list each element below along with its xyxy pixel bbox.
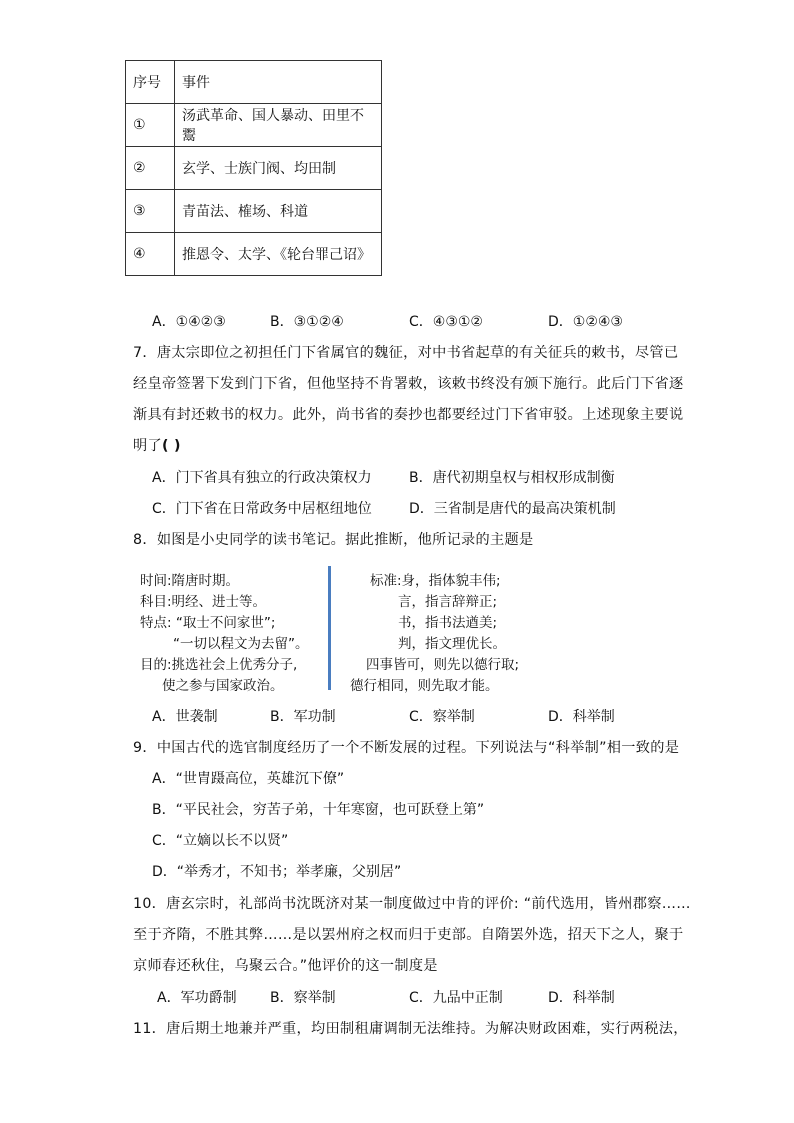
q8-option-d: D．科举制 — [548, 709, 615, 725]
q10-option-a: A．军功爵制 — [157, 990, 237, 1006]
q7-option-a: A．门下省具有独立的行政决策权力 — [152, 470, 372, 486]
q11-stem-line: 11．唐后期土地兼并严重，均田制租庸调制无法维持。为解决财政困难，实行两税法， — [133, 1021, 688, 1037]
table-cell: 汤武革命、国人暴动、田里不鬻 — [175, 104, 382, 147]
q7-stem-end: 明了 — [133, 438, 162, 454]
q8-option-a: A．世袭制 — [152, 709, 218, 725]
table-header-cell: 事件 — [175, 61, 382, 104]
q10-stem-line: 10．唐玄宗时，礼部尚书沈既济对某一制度做过中肯的评价: “前代选用，皆州郡察…… — [133, 896, 691, 912]
q7-stem-line — [133, 435, 181, 455]
q10-option-c: C．九品中正制 — [409, 990, 503, 1006]
note-right-line: 书，指书法遒美; — [398, 615, 498, 631]
note-right-line: 言，指言辞辩正; — [398, 594, 498, 610]
q9-option-a: A．“世胄蹑高位，英雄沉下僚” — [152, 771, 345, 787]
table-cell: ① — [126, 104, 175, 147]
table-cell: ③ — [126, 190, 175, 233]
q10-stem-line: 京师春还秋住，乌聚云合。”他评价的这一制度是 — [133, 958, 438, 974]
note-left-line: 科目:明经、进士等。 — [140, 594, 267, 610]
q8-option-c: C．察举制 — [409, 709, 475, 725]
q7-option-c: C．门下省在日常政务中居枢纽地位 — [152, 501, 372, 517]
q10-stem-line: 至于齐隋，不胜其弊……是以罢州府之权而归于吏部。自隋罢外选，招天下之人，聚于 — [133, 927, 684, 943]
q10-option-b: B．察举制 — [270, 990, 336, 1006]
note-left-line: 使之参与国家政治。 — [162, 678, 284, 694]
q9-option-c: C．“立嫡以长不以贤” — [152, 833, 289, 849]
q6-option-b: B．③①②④ — [270, 314, 344, 330]
table-row — [126, 233, 382, 276]
q8-stem: 8．如图是小史同学的读书笔记。据此推断，他所记录的主题是 — [133, 532, 534, 548]
q6-option-a: A．①④②③ — [152, 314, 226, 330]
q6-option-d: D．①②④③ — [548, 314, 623, 330]
note-right-line: 四事皆可，则先以德行取; — [366, 657, 520, 673]
q9-option-d: D．“举秀才，不知书；举孝廉，父别居” — [152, 864, 402, 880]
q6-option-c: C．④③①② — [409, 314, 483, 330]
table-cell: 玄学、士族门阀、均田制 — [175, 147, 382, 190]
table-cell: 推恩令、太学、《轮台罪己诏》 — [175, 233, 382, 276]
table-row — [126, 104, 382, 147]
note-right-line: 判，指文理优长。 — [398, 636, 506, 652]
note-left-line: 特点: “取士不问家世”; — [140, 615, 276, 631]
q7-option-b: B．唐代初期皇权与相权形成制衡 — [409, 470, 615, 486]
note-left-line: 目的:挑选社会上优秀分子, — [140, 657, 298, 673]
q8-option-b: B．军功制 — [270, 709, 336, 725]
note-right-line: 标准:身，指体貌丰伟; — [370, 573, 501, 589]
note-right-line: 德行相同，则先取才能。 — [350, 678, 499, 694]
note-left-line: 时间:隋唐时期。 — [140, 573, 240, 589]
q10-option-d: D．科举制 — [548, 990, 615, 1006]
events-table — [125, 60, 382, 276]
q7-stem-line: 7．唐太宗即位之初担任门下省属官的魏征，对中书省起草的有关征兵的敕书，尽管已 — [133, 345, 679, 361]
table-cell: 青苗法、榷场、科道 — [175, 190, 382, 233]
table-cell: ② — [126, 147, 175, 190]
answer-bracket: ( ) — [161, 438, 181, 454]
table-header-cell: 序号 — [126, 61, 175, 104]
q7-option-d: D．三省制是唐代的最高决策机制 — [409, 501, 616, 517]
table-row — [126, 147, 382, 190]
q7-stem-line: 渐具有封还敕书的权力。此外，尚书省的奏抄也都要经过门下省审驳。上述现象主要说 — [133, 407, 684, 423]
q7-stem-line: 经皇帝签署下发到门下省，但他坚持不肯署敕，该敕书终没有颁下施行。此后门下省逐 — [133, 376, 684, 392]
note-left-line: “一切以程文为去留”。 — [173, 636, 309, 652]
notes-divider — [328, 566, 331, 690]
q9-stem: 9．中国古代的选官制度经历了一个不断发展的过程。下列说法与“科举制”相一致的是 — [133, 740, 680, 756]
table-header-row — [126, 61, 382, 104]
table-row — [126, 190, 382, 233]
q9-option-b: B．“平民社会，穷苦子弟，十年寒窗，也可跃登上第” — [152, 802, 485, 818]
table-cell: ④ — [126, 233, 175, 276]
